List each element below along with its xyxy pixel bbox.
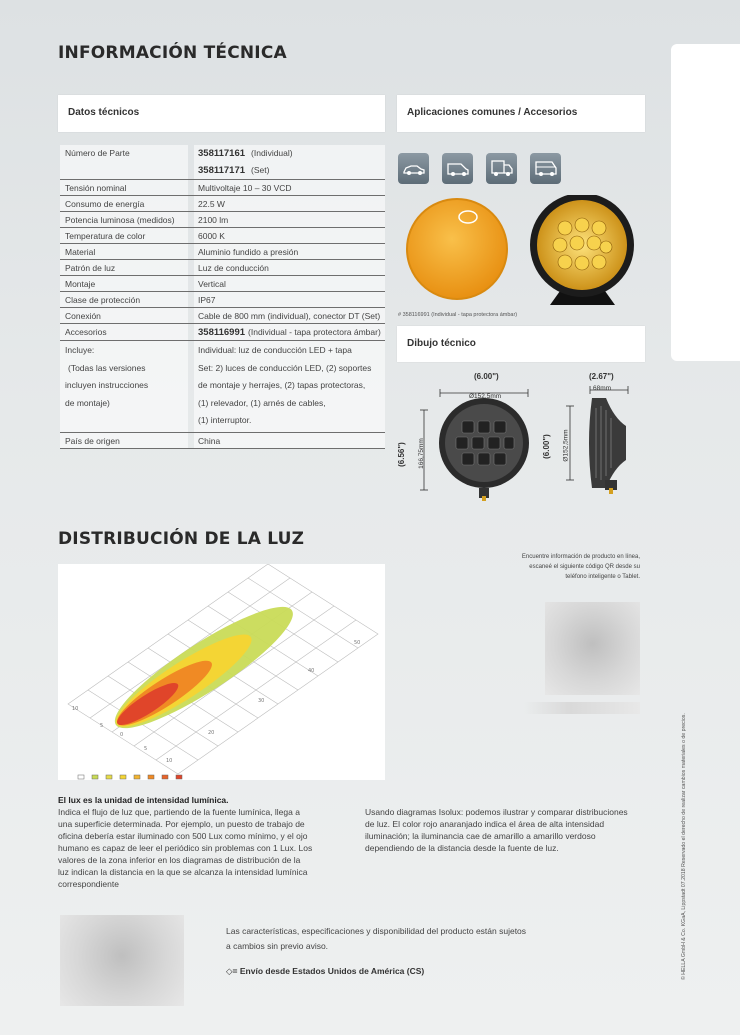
spec-label: Tensión nominal (60, 180, 188, 195)
spec-row (60, 276, 385, 292)
spec-label: Número de Parte (60, 145, 188, 162)
accessory-number: 358116991 (198, 327, 246, 338)
amber-cover-image (407, 199, 507, 299)
datos-panel-title: Datos técnicos (68, 107, 140, 118)
section-title-light-distribution: DISTRIBUCIÓN DE LA LUZ (58, 529, 305, 549)
spec-row (60, 260, 385, 276)
spec-value: Vertical (194, 276, 385, 291)
spec-label: País de origen (60, 433, 188, 448)
dibujo-panel-title: Dibujo técnico (407, 338, 476, 349)
spec-table (60, 145, 385, 449)
accessory-caption: # 358116991 (Individual - tapa protectora ámbar) (398, 312, 518, 318)
spec-label: Temperatura de color (60, 228, 188, 243)
spec-value: Aluminio fundido a presión (194, 244, 385, 259)
van-icon (442, 153, 473, 184)
side-tab (671, 44, 740, 361)
spec-row (60, 212, 385, 228)
spec-row (60, 244, 385, 260)
spec-value: Multivoltaje 10 – 30 VCD (194, 180, 385, 195)
part-suffix: (Set) (251, 165, 270, 175)
svg-text:10: 10 (72, 706, 79, 712)
spec-value: 22.5 W (194, 196, 385, 211)
datos-panel (58, 95, 385, 132)
spec-row (60, 180, 385, 196)
spec-row-incluye (60, 341, 385, 433)
svg-text:20: 20 (208, 730, 215, 736)
incluye-label: Incluye: (65, 345, 95, 355)
qr-link[interactable] (524, 702, 640, 714)
isolux-legend (60, 770, 190, 788)
lux-paragraph-left: Indica el flujo de luz que, partiendo de la fuente lumínica, llega a una superficie determinada. Por ejemplo, un puesto de trabajo de oficina debería estar iluminado con 500 Lux como mínimo, y el ojo humano es capaz de leer el periódico sin problemas con 1 Lux. Los valores de la zona inferior en los diagramas de distribución de la luz indican la distancia en la que se alcanza la intensidad lumínica correspondiente (58, 807, 313, 889)
dim-depth-in: (2.67") (589, 372, 614, 381)
qr-code[interactable] (545, 602, 640, 695)
isolux-diagram (58, 564, 385, 780)
spec-label: Conexión (60, 308, 188, 323)
incluye-value: Individual: luz de conducción LED + tapa (198, 345, 352, 355)
dim-height-mm: 166,75mm (417, 438, 425, 469)
side-view-drawing (589, 398, 626, 494)
incluye-note: de montaje) (65, 397, 110, 408)
qr-text-line: Encuentre información de producto en línea, (521, 554, 640, 560)
qr-text-line: escaneé el siguiente código QR desde su (529, 564, 640, 570)
dim-depth-mm: 68mm (593, 385, 612, 392)
part-number-individual: 358117161 (198, 148, 246, 159)
dim-width-in: (6.00") (474, 372, 499, 381)
dim-side-in: (6.00") (541, 434, 551, 459)
spec-label: Patrón de luz (60, 260, 188, 275)
incluye-value: Set: 2) luces de conducción LED, (2) soportes (198, 362, 372, 373)
spec-row-accesorios (60, 324, 385, 341)
rv-icon (530, 153, 561, 184)
car-icon (398, 153, 429, 184)
incluye-value: de montaje y herrajes, (2) tapas protectoras, (198, 380, 366, 390)
qr-text-line: teléfono inteligente o Tablet. (565, 574, 640, 580)
spec-value: China (194, 433, 385, 448)
product-images (400, 195, 640, 320)
spec-label: Potencia luminosa (medidos) (60, 212, 188, 227)
spec-value: IP67 (194, 292, 385, 307)
spec-row-part1 (60, 145, 385, 162)
spec-value: Cable de 800 mm (individual), conector DT (Set) (194, 308, 385, 323)
qr-instructions (470, 552, 640, 582)
dim-width-mm: Ø152,5mm (469, 393, 502, 400)
spec-row (60, 308, 385, 324)
svg-text:40: 40 (308, 668, 315, 674)
front-view-drawing (439, 398, 529, 501)
spec-label: Montaje (60, 276, 188, 291)
lux-heading: El lux es la unidad de intensidad lumínica. (58, 795, 229, 805)
shipping-text: = Envío desde Estados Unidos de América (CS) (232, 966, 425, 976)
aplicaciones-panel-title: Aplicaciones comunes / Accesorios (407, 107, 578, 118)
spec-row (60, 292, 385, 308)
spec-row-part2 (60, 162, 385, 180)
dim-height-in: (6.56") (396, 442, 406, 467)
section-title-tech-info: INFORMACIÓN TÉCNICA (58, 43, 287, 63)
svg-text:30: 30 (258, 698, 265, 704)
footer-notice: Las características, especificaciones y disponibilidad del producto están sujetos a cambios sin previo aviso. (226, 926, 527, 951)
dibujo-panel (397, 326, 645, 362)
diamond-icon: ◇ (226, 966, 233, 976)
copyright-text: © HELLA GmbH & Co. KGaA, Lippstadt 07.2018 Reservado el derecho de realizar cambios materiales o de precios. (681, 713, 687, 980)
incluye-value: (1) interruptor. (198, 415, 252, 425)
spec-value: 6000 K (194, 228, 385, 243)
incluye-value: (1) relevador, (1) arnés de cables, (198, 397, 326, 408)
svg-text:5: 5 (100, 723, 104, 729)
spec-row (60, 228, 385, 244)
spec-value: Luz de conducción (194, 260, 385, 275)
incluye-note: (Todas las versiones (68, 362, 146, 373)
shipping-note (226, 966, 424, 977)
vehicle-icons (398, 153, 561, 184)
spec-row-origin (60, 433, 385, 449)
aplicaciones-panel (397, 95, 645, 132)
spec-label: Consumo de energía (60, 196, 188, 211)
accessory-suffix: (Individual - tapa protectora ámbar) (248, 327, 381, 337)
svg-text:10: 10 (166, 758, 173, 764)
footer-logo-placeholder (60, 915, 184, 1006)
led-light-image (530, 195, 634, 305)
spec-label: Clase de protección (60, 292, 188, 307)
part-suffix: (Individual) (251, 148, 293, 158)
part-number-set: 358117171 (198, 165, 246, 176)
svg-text:5: 5 (144, 746, 148, 752)
spec-label: Accesorios (60, 324, 188, 340)
dim-side-mm: Ø152,5mm (562, 429, 570, 462)
truck-icon (486, 153, 517, 184)
svg-text:50: 50 (354, 640, 361, 646)
lux-paragraph-right: Usando diagramas Isolux: podemos ilustrar y comparar distribuciones de luz. El color rojo anaranjado indica el área de alta intensidad iluminación; la iluminancia cae de amarillo a amarillo verdoso dependiendo de la distancia desde la fuente de luz. (365, 807, 628, 853)
incluye-note: incluyen instrucciones (65, 380, 149, 390)
svg-text:0: 0 (120, 732, 124, 738)
spec-row (60, 196, 385, 212)
spec-value: 2100 lm (194, 212, 385, 227)
spec-label: Material (60, 244, 188, 259)
